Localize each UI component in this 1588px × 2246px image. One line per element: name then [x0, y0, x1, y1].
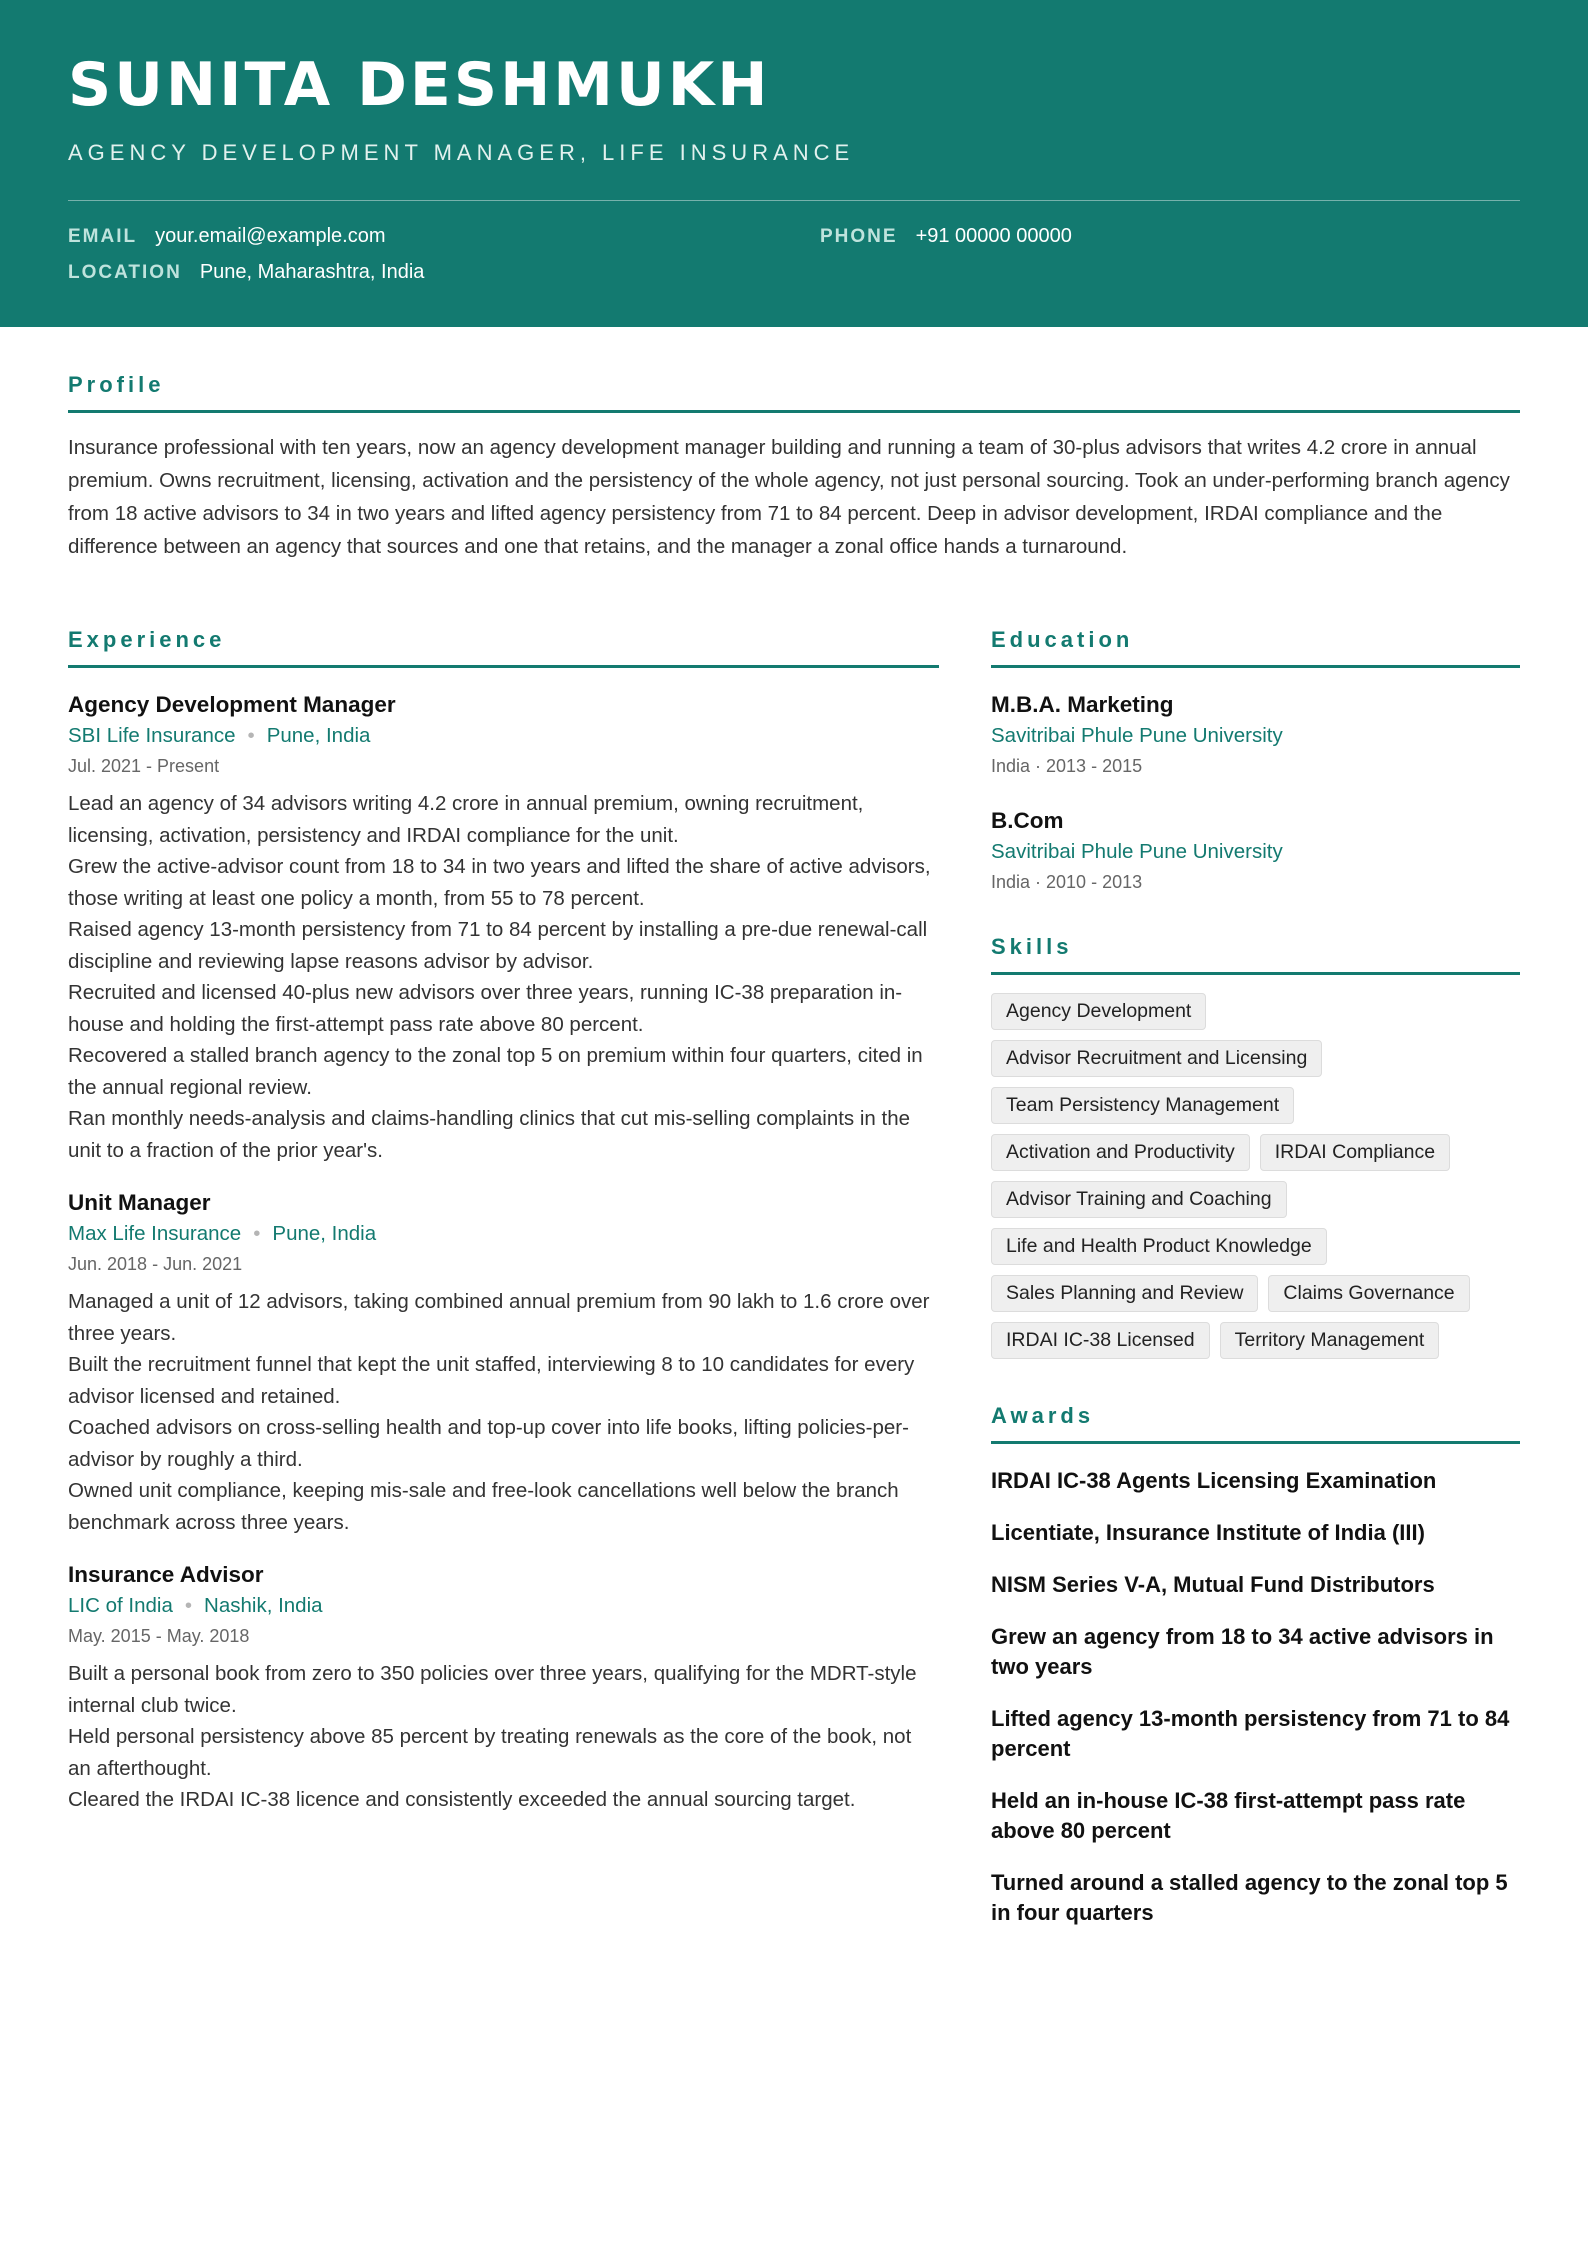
education-entry [991, 806, 1520, 896]
skill-tag: Territory Management [1220, 1322, 1440, 1359]
education-heading: Education [991, 627, 1520, 668]
separator-dot: • [253, 1222, 261, 1245]
job-location: Pune, India [266, 724, 371, 747]
job-bullet: Built a personal book from zero to 350 policies over three years, qualifying for the MDRT-style internal club twice. [68, 1662, 917, 1717]
job-bullet: Ran monthly needs-analysis and claims-handling clinics that cut mis-selling complaints in the unit to a fraction of the prior year's. [68, 1107, 911, 1162]
education-degree: M.B.A. Marketing [991, 692, 1174, 717]
skills-section [991, 934, 1520, 1359]
award-item: Held an in-house IC-38 first-attempt pass rate above 80 percent [991, 1788, 1466, 1843]
header-divider [68, 200, 1520, 201]
candidate-title: AGENCY DEVELOPMENT MANAGER, LIFE INSURANCE [68, 140, 855, 165]
contact-email [68, 225, 386, 248]
job-bullets [68, 1658, 939, 1816]
email-label: EMAIL [68, 226, 138, 247]
job-location: Pune, India [272, 1222, 377, 1245]
education-entry [991, 690, 1520, 780]
location-label: LOCATION [68, 262, 182, 283]
job-bullet: Owned unit compliance, keeping mis-sale and free-look cancellations well below the branch benchmark across three years. [68, 1479, 899, 1534]
contact-location [68, 261, 424, 284]
job-title: Unit Manager [68, 1190, 211, 1215]
job-entry [68, 1188, 939, 1538]
job-bullet: Recruited and licensed 40-plus new advisors over three years, running IC-38 preparation in-house and holding the first-attempt pass rate above 80 percent. [68, 981, 903, 1036]
awards-heading: Awards [991, 1403, 1520, 1444]
skill-tag: Activation and Productivity [991, 1134, 1250, 1171]
job-meta [68, 1218, 939, 1250]
profile-text: Insurance professional with ten years, now an agency development manager building and running a team of 30-plus advisors that writes 4.2 crore in annual premium. Owns recruitment, licensing, activation and the persistency of the whole agency, not just personal sourcing. Took an under-performing branch agency from 18 active advisors to 34 in two years and lifted agency persistency from 71 to 84 percent. Deep in advisor development, IRDAI compliance and the difference between an agency that sources and one that retains, and the manager a zonal office hands a turnaround. [68, 436, 1510, 558]
education-degree: B.Com [991, 808, 1064, 833]
award-item: NISM Series V-A, Mutual Fund Distributors [991, 1572, 1435, 1597]
skill-tag: IRDAI Compliance [1260, 1134, 1450, 1171]
job-company: Max Life Insurance [68, 1222, 242, 1245]
award-item: Lifted agency 13-month persistency from 71 to 84 percent [991, 1706, 1510, 1761]
sidebar-column [991, 627, 1520, 1928]
profile-heading: Profile [68, 372, 1520, 413]
skill-tag: Advisor Training and Coaching [991, 1181, 1287, 1218]
job-bullet: Held personal persistency above 85 percent by treating renewals as the core of the book, not an afterthought. [68, 1725, 912, 1780]
job-bullet: Managed a unit of 12 advisors, taking combined annual premium from 90 lakh to 1.6 crore over three years. [68, 1290, 930, 1345]
job-dates: Jul. 2021 - Present [68, 756, 220, 776]
experience-heading: Experience [68, 627, 939, 668]
job-bullet: Cleared the IRDAI IC-38 licence and consistently exceeded the annual sourcing target. [68, 1788, 856, 1811]
award-item: Licentiate, Insurance Institute of India (III) [991, 1520, 1425, 1545]
education-section [991, 627, 1520, 896]
phone-label: PHONE [820, 226, 898, 247]
skill-tag: Life and Health Product Knowledge [991, 1228, 1327, 1265]
separator-dot: • [247, 724, 255, 747]
job-dates: Jun. 2018 - Jun. 2021 [68, 1254, 243, 1274]
contact-phone [820, 225, 1072, 248]
job-meta [68, 720, 939, 752]
profile-section [68, 372, 1520, 563]
email-value[interactable]: your.email@example.com [155, 225, 386, 247]
separator-dot: • [184, 1594, 193, 1617]
award-item: Grew an agency from 18 to 34 active advisors in two years [991, 1624, 1494, 1679]
job-meta [68, 1590, 939, 1622]
awards-section [991, 1403, 1520, 1928]
job-bullet: Coached advisors on cross-selling health and top-up cover into life books, lifting policies-per-advisor by roughly a third. [68, 1416, 909, 1471]
job-bullet: Grew the active-advisor count from 18 to 34 in two years and lifted the share of active advisors, those writing at least one policy a month, from 55 to 78 percent. [68, 855, 931, 910]
award-item: IRDAI IC-38 Agents Licensing Examination [991, 1468, 1437, 1493]
job-company: SBI Life Insurance [68, 724, 236, 747]
job-bullets [68, 788, 939, 1166]
job-company: LIC of India [68, 1594, 173, 1617]
education-meta: India · 2010 - 2013 [991, 872, 1143, 892]
skill-tag: Sales Planning and Review [991, 1275, 1258, 1312]
skill-tag: Advisor Recruitment and Licensing [991, 1040, 1322, 1077]
skills-heading: Skills [991, 934, 1520, 975]
job-bullets [68, 1286, 939, 1538]
job-entry [68, 690, 939, 1166]
skills-list [991, 993, 1520, 1359]
award-item: Turned around a stalled agency to the zonal top 5 in four quarters [991, 1870, 1508, 1925]
education-meta: India · 2013 - 2015 [991, 756, 1143, 776]
job-location: Nashik, India [204, 1594, 323, 1617]
education-school: Savitribai Phule Pune University [991, 724, 1283, 747]
job-dates: May. 2015 - May. 2018 [68, 1626, 250, 1646]
job-bullet: Recovered a stalled branch agency to the zonal top 5 on premium within four quarters, cited in the annual regional review. [68, 1044, 923, 1099]
resume-header [0, 0, 1588, 327]
job-bullet: Raised agency 13-month persistency from 71 to 84 percent by installing a pre-due renewal-call discipline and reviewing lapse reasons advisor by advisor. [68, 918, 928, 973]
job-title: Insurance Advisor [68, 1562, 264, 1587]
candidate-name: SUNITA DESHMUKH [68, 50, 771, 120]
experience-section [68, 627, 939, 1816]
job-bullet: Built the recruitment funnel that kept the unit staffed, interviewing 8 to 10 candidates for every advisor licensed and retained. [68, 1353, 915, 1408]
job-title: Agency Development Manager [68, 692, 396, 717]
job-entry [68, 1560, 939, 1816]
contact-info [68, 225, 1520, 315]
skill-tag: Team Persistency Management [991, 1087, 1294, 1124]
job-bullet: Lead an agency of 34 advisors writing 4.2 crore in annual premium, owning recruitment, licensing, activation, persistency and IRDAI compliance for the unit. [68, 792, 864, 847]
skill-tag: Agency Development [991, 993, 1206, 1030]
phone-value[interactable]: +91 00000 00000 [915, 225, 1072, 247]
skill-tag: Claims Governance [1268, 1275, 1469, 1312]
skill-tag: IRDAI IC-38 Licensed [991, 1322, 1210, 1359]
location-value: Pune, Maharashtra, India [199, 261, 425, 283]
education-school: Savitribai Phule Pune University [991, 840, 1283, 863]
